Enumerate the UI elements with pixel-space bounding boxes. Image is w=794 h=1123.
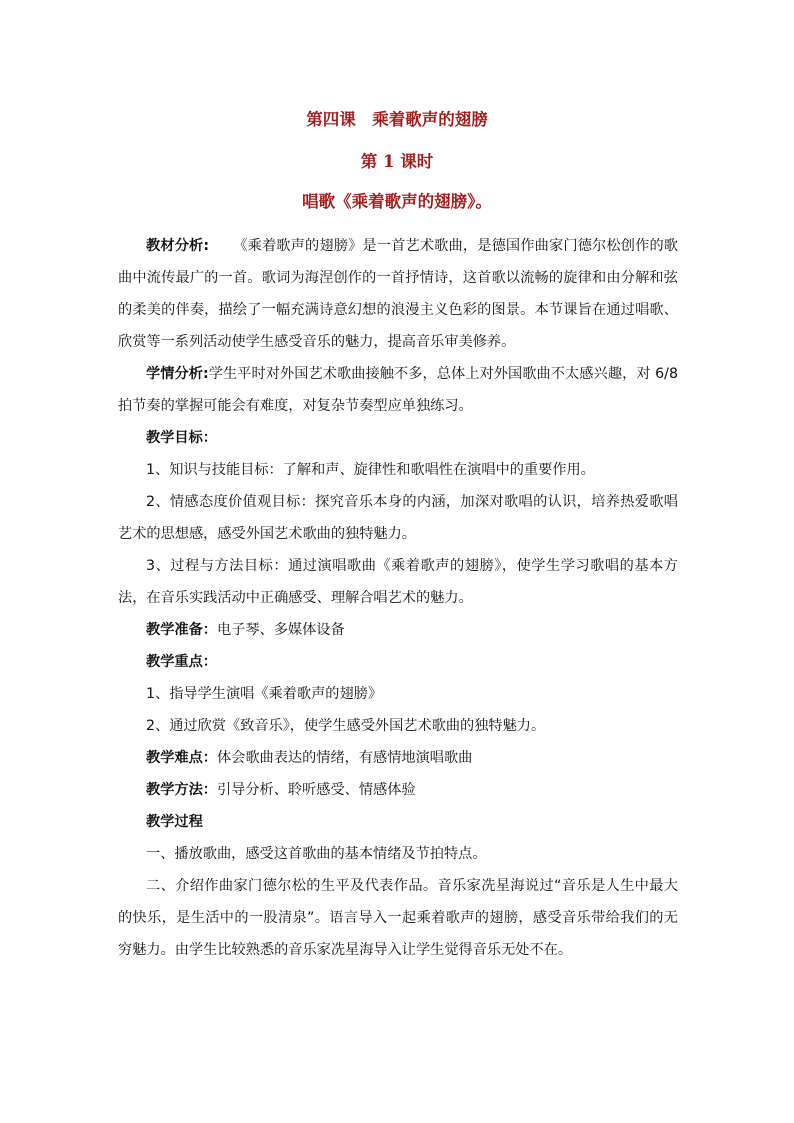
goal-3: 3、过程与方法目标：通过演唱歌曲《乘着歌声的翅膀》，使学生学习歌唱的基本方法，在音乐实践活动中正确感受、理解合唱艺术的魅力。 [118, 558, 678, 606]
students-label: 学情分析: [146, 366, 209, 382]
material-label: 教材分析: [146, 238, 210, 254]
goal-2: 2、情感态度价值观目标：探究音乐本身的内涵，加深对歌唱的认识，培养热爱歌唱艺术的思想感，感受外国艺术歌曲的独特魅力。 [118, 494, 678, 542]
key-1: 1、指导学生演唱《乘着歌声的翅膀》 [146, 686, 383, 702]
period-title: 第 1 课时 [360, 152, 434, 171]
key-heading: 教学重点： [146, 654, 217, 670]
prep [118, 614, 678, 646]
student-analysis [118, 358, 678, 422]
difficulty-text: 体会歌曲表达的情绪，有感情地演唱歌曲 [216, 750, 473, 766]
difficulty-label: 教学难点： [146, 750, 217, 766]
students-text: 学生平时对外国艺术歌曲接触不多，总体上对外国歌曲不太感兴趣，对 6/8 拍节奏的掌握可能会有难度，对复杂节奏型应单独练习。 [118, 366, 678, 414]
goal-1: 1、知识与技能目标：了解和声、旋律性和歌唱性在演唱中的重要作用。 [146, 462, 595, 478]
method-label: 教学方法： [146, 782, 217, 798]
process-heading: 教学过程 [146, 814, 203, 830]
goals-heading: 教学目标： [146, 430, 217, 446]
process-step-2: 二、介绍作曲家门德尔松的生平及代表作品。音乐家冼星海说过“音乐是人生中最大的快乐，是生活中的一股清泉”。语言导入一起乘着歌声的翅膀，感受音乐带给我们的无穷魅力。由学生比较熟悉的音乐家冼星海导入让学生觉得音乐无处不在。 [118, 878, 678, 958]
material-analysis [118, 230, 678, 358]
song-title: 唱歌《乘着歌声的翅膀》。 [302, 192, 492, 211]
lesson-title: 第四课 乘着歌声的翅膀 [306, 110, 488, 129]
method [118, 774, 678, 806]
prep-label: 教学准备： [146, 622, 217, 638]
process-step-1: 一、播放歌曲，感受这首歌曲的基本情绪及节拍特点。 [146, 846, 487, 862]
key-2: 2、通过欣赏《致音乐》，使学生感受外国艺术歌曲的独特魅力。 [146, 718, 546, 734]
method-text: 引导分析、聆听感受、情感体验 [216, 782, 416, 798]
material-text: 《乘着歌声的翅膀》是一首艺术歌曲，是德国作曲家门德尔松创作的歌曲中流传最广的一首。歌词为海涅创作的一首抒情诗，这首歌以流畅的旋律和由分解和弦的柔美的伴奏，描绘了一幅充满诗意幻想的浪漫主义色彩的图景。本节课旨在通过唱歌、欣赏等一系列活动使学生感受音乐的魅力，提高音乐审美修养。 [118, 238, 678, 350]
difficulty [118, 742, 678, 774]
prep-text: 电子琴、多媒体设备 [216, 622, 345, 638]
